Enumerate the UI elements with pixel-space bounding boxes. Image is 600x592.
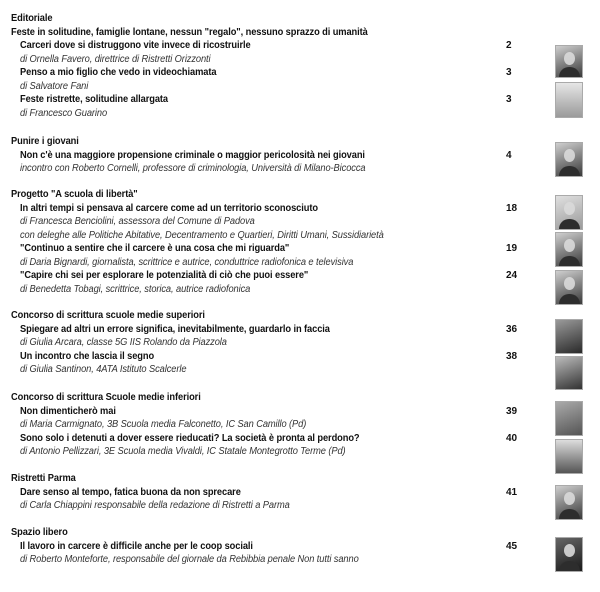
portrait-roberto-cornelli-icon xyxy=(555,142,583,177)
entry-byline: di Giulia Arcara, classe 5G IIS Rolando da Piazzola xyxy=(20,337,227,348)
entry-byline: di Salvatore Fani xyxy=(20,80,89,92)
page-number: 18 xyxy=(506,202,518,214)
entry-byline: incontro con Roberto Cornelli, professore di criminologia, Università di Milano-Bicocca xyxy=(20,163,366,174)
portrait-carla-chiappini-icon xyxy=(555,485,583,520)
portrait-francesca-benciolini-icon xyxy=(555,195,583,230)
section-a-scuola-di-liberta xyxy=(11,188,591,296)
portrait-daria-bignardi-icon xyxy=(555,232,583,267)
entry-byline: di Ornella Favero, direttrice di Ristretti Orizzonti xyxy=(20,53,211,65)
toc-entry[interactable] xyxy=(11,486,591,513)
illustration-face-icon xyxy=(555,319,583,354)
illustration-hands-face-icon xyxy=(555,356,583,390)
toc-entry[interactable] xyxy=(11,66,591,93)
page-number: 19 xyxy=(506,243,518,254)
toc-entry[interactable] xyxy=(11,202,591,243)
entry-byline: di Daria Bignardi, giornalista, scrittrice e autrice, conduttrice radiofonica e televisiva xyxy=(20,256,354,268)
toc-entry[interactable] xyxy=(11,432,591,459)
entry-byline: di Francesca Benciolini, assessora del Comune di Padova xyxy=(20,216,255,227)
entry-byline: di Maria Carmignato, 3B Scuola media Falconetto, IC San Camillo (Pd) xyxy=(20,419,307,430)
portrait-roberto-monteforte-icon xyxy=(555,537,583,572)
entry-title[interactable]: Spiegare ad altri un errore significa, inevitabilmente, guardarlo in faccia xyxy=(20,323,330,335)
toc-entry[interactable] xyxy=(11,269,591,296)
toc-entry[interactable] xyxy=(11,93,591,120)
entry-title[interactable]: Un incontro che lascia il segno xyxy=(20,350,155,362)
illustration-crowd-icon xyxy=(555,439,583,474)
entry-byline: di Antonio Pellizzari, 3E Scuola media Vivaldi, IC Statale Montegrotto Terme (Pd) xyxy=(20,446,346,457)
entry-title[interactable]: Non c'è una maggiore propensione criminale o maggior pericolosità nei giovani xyxy=(20,149,365,161)
section-editoriale xyxy=(11,12,591,120)
section-heading: Editoriale xyxy=(11,13,53,24)
section-ristretti-parma xyxy=(11,472,591,513)
entry-title[interactable]: "Continuo a sentire che il carcere è una cosa che mi riguarda" xyxy=(20,243,290,254)
page-number: 41 xyxy=(506,486,518,498)
entry-title[interactable]: "Capire chi sei per esplorare le potenzialità di ciò che puoi essere" xyxy=(20,270,309,281)
entry-byline: di Francesco Guarino xyxy=(20,107,108,119)
section-concorso-superiori xyxy=(11,309,591,377)
entry-title[interactable]: In altri tempi si pensava al carcere come ad un territorio sconosciuto xyxy=(20,202,318,214)
section-concorso-inferiori xyxy=(11,391,591,459)
section-spazio-libero xyxy=(11,526,591,567)
section-heading: Punire i giovani xyxy=(11,136,79,147)
page-number: 36 xyxy=(506,323,518,335)
entry-byline: di Giulia Santinon, 4ATA Istituto Scalcerle xyxy=(20,364,187,375)
page-number: 3 xyxy=(506,67,512,78)
section-heading: Progetto "A scuola di libertà" xyxy=(11,189,138,200)
section-heading: Spazio libero xyxy=(11,527,68,538)
toc-entry[interactable] xyxy=(11,540,591,567)
entry-byline: di Roberto Monteforte, responsabile del giornale da Rebibbia penale Non tutti sanno xyxy=(20,554,359,565)
page-number: 2 xyxy=(506,40,512,51)
page-number: 24 xyxy=(506,270,518,281)
entry-title[interactable]: Non dimenticherò mai xyxy=(20,405,116,417)
toc-entry[interactable] xyxy=(11,323,591,350)
entry-title[interactable]: Sono solo i detenuti a dover essere rieducati? La società è pronta al perdono? xyxy=(20,432,360,444)
section-heading: Ristretti Parma xyxy=(11,473,76,484)
entry-title[interactable]: Dare senso al tempo, fatica buona da non sprecare xyxy=(20,486,241,498)
page-number: 4 xyxy=(506,149,512,161)
section-heading: Concorso di scrittura scuole medie superiori xyxy=(11,310,205,321)
entry-byline: di Carla Chiappini responsabile della redazione di Ristretti a Parma xyxy=(20,500,290,511)
section-heading: Concorso di scrittura Scuole medie inferiori xyxy=(11,392,201,403)
page-number: 45 xyxy=(506,540,518,552)
toc-entry[interactable] xyxy=(11,405,591,432)
toc-entry[interactable] xyxy=(11,149,591,176)
entry-title[interactable]: Carceri dove si distruggono vite invece di ricostruirle xyxy=(20,40,251,51)
toc-entry[interactable] xyxy=(11,242,591,269)
page-number: 38 xyxy=(506,350,518,362)
section-subheading: Feste in solitudine, famiglie lontane, nessun "regalo", nessuno sprazzo di umanità xyxy=(11,26,368,38)
entry-title[interactable]: Feste ristrette, solitudine allargata xyxy=(20,94,169,105)
portrait-benedetta-tobagi-icon xyxy=(555,270,583,305)
portrait-ornella-favero-icon xyxy=(555,45,583,78)
toc-entry[interactable] xyxy=(11,350,591,377)
toc-entry[interactable] xyxy=(11,39,591,66)
entry-byline: di Benedetta Tobagi, scrittrice, storica, autrice radiofonica xyxy=(20,283,251,295)
entry-byline-continued: con deleghe alle Politiche Abitative, Decentramento e Quartieri, Diritti Umani, Sussidiarietà xyxy=(20,229,384,241)
section-punire-i-giovani xyxy=(11,135,591,176)
page-number: 39 xyxy=(506,405,518,417)
page-number: 3 xyxy=(506,94,512,105)
illustration-painting-icon xyxy=(555,401,583,436)
entry-title[interactable]: Penso a mio figlio che vedo in videochiamata xyxy=(20,67,217,78)
entry-title[interactable]: Il lavoro in carcere è difficile anche per le coop sociali xyxy=(20,540,253,552)
prison-interior-icon xyxy=(555,82,583,118)
page-number: 40 xyxy=(506,432,518,444)
